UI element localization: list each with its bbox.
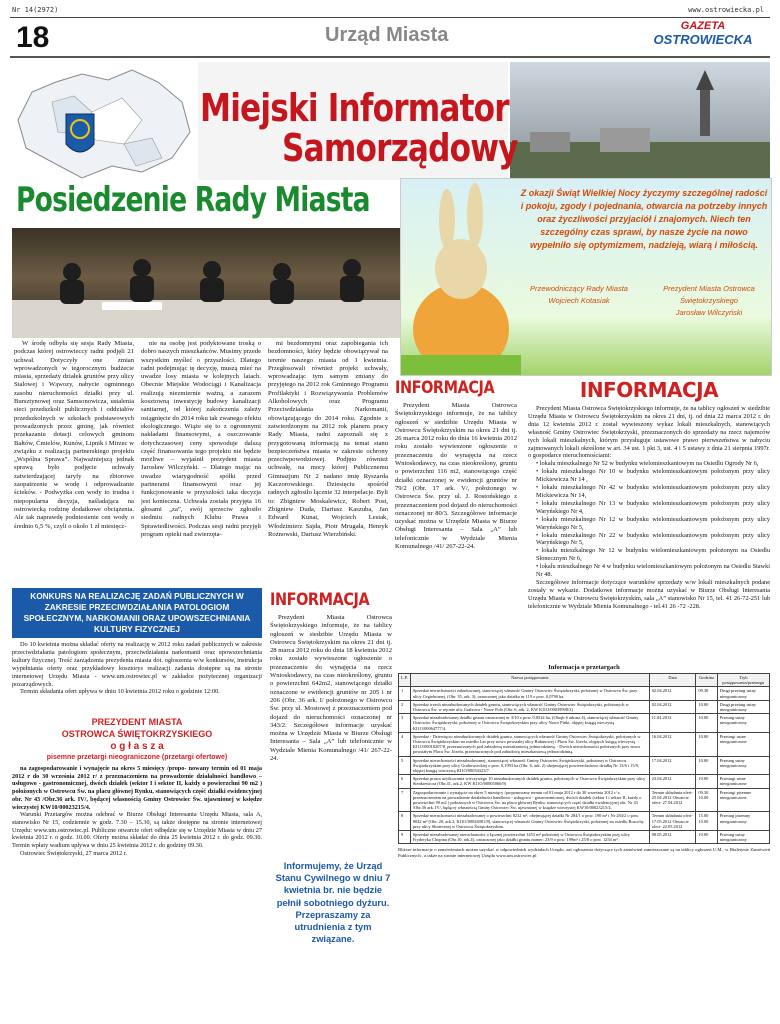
main-headline: Posiedzenie Rady Miasta <box>16 180 370 220</box>
table-cell-lp: 4 <box>399 732 411 756</box>
table-row <box>399 812 770 831</box>
table-cell-mode: Przetargi ustne nieograniczone <box>717 775 769 788</box>
easter-wishes: Z okazji Świąt Wielkiej Nocy życzymy szczególnej radości i pokoju, zgody i pojednania, otwarcia na potrzeby innych oraz życzliwości przyjaciół i znajomych. Niech ten szczególny czas sprawi, by nasze życie na nowo wypełniło się optymizmem, nadzieją, wiarą i miłością. <box>520 188 768 250</box>
issue-number: Nr 14(2972) <box>12 6 59 14</box>
map-icon <box>12 62 197 182</box>
website: www.ostrowiecka.pl <box>688 6 764 14</box>
table-cell-time: 10.00 <box>696 714 717 733</box>
people-icon <box>12 228 402 338</box>
left-signer-name: Wojciech Kotasiak <box>548 296 610 305</box>
table-cell-mode: Przetarg ustny nieograniczony <box>717 756 769 775</box>
article-column-3 <box>268 340 388 580</box>
table-cell-time: 15.00 10.00 <box>696 812 717 831</box>
header-rule-2 <box>10 56 770 58</box>
info-mid-heading: INFORMACJA <box>270 590 370 610</box>
table-cell-mode: Drugi przetarg ustny nieograniczony <box>717 687 769 700</box>
table-row <box>399 831 770 844</box>
info-box-right <box>528 378 770 660</box>
list-item: • lokalu mieszkalnego Nr 13 w budynku wielomieszkaniowym położonym przy ulicy Waryńskiego Nr 4, <box>536 499 770 515</box>
left-signer-title: Przewodniczący Rady Miasta <box>530 284 628 293</box>
table-header-cell: Nazwa postępowania <box>410 674 649 687</box>
signature-left <box>519 283 639 307</box>
list-item: • lokalu mieszkalnego Nr 4 w budynku wielomieszkaniowym położonym na Osiedlu Stawki Nr 48. <box>536 563 770 579</box>
table-cell-lp: 1 <box>399 687 411 700</box>
info-mid-text: Prezydent Miasta Ostrowca Świętokrzyskiego informuje, że na tablicy ogłoszeń w siedzibie Urzędu Miasta w Ostrowcu Świętokrzyskim na okres 21 dni tj. 28 marca 2012 roku do dnia 18 kwietnia 2012 roku zostało wywieszone ogłoszenie o przeznaczeniu do wynajęcia na rzecz Wnioskodawcy, na czas nieokreślony, gruntu o powierzchni 642m2, stanowiącego działki oznaczone w ewidencji gruntów nr 205 i nr 206 (Obr. 36 ark. I/ położonego w Ostrowcu Św. przy ul. Mostowej z przeznaczeniem pod dojazd do nieruchomości oznaczonej nr 343/2. Szczegółowe informacje uzyskać można w Urzędzie Miasta w Biurze Obsługi Interesanta – Sala „A” lub telefonicznie w Wydziale Mienia Komunalnego /41/ 267-22-24. <box>270 614 392 763</box>
table-cell-name: Sprzedaż nieruchomości niezabudowanej o powierzchni 8232 m², obejmującej działki Nr 284/1 o pow. 190 m² i Nr 284/2 o pow. 8042 m² (Obr. 20, ark.2, KI1O/00026981/8), stanowiącej własność Gminy Ostrowiec Świętokrzyski, położonej na osiedlu Rosochy przy ulicy Słonecznej w Ostrowcu Świętokrzyskim. <box>410 812 649 831</box>
article-column-2 <box>141 340 261 580</box>
table-row <box>399 756 770 775</box>
table-cell-name: Sprzedaż prawa użytkowania wieczystego 10 niezabudowanych działek gruntu, położonych w Ostrowcu Świętokrzyskim przy ulicy Sienkiewicza (Obr.41, ark.2, KW KI1O/00005066/9) <box>410 775 649 788</box>
table-cell-time: 10.00 <box>696 732 717 756</box>
info-left-text: Prezydent Miasta Ostrowca Świętokrzyskiego informuje, że na tablicy ogłoszeń w siedzibie Urzędu Miasta w Ostrowcu Świętokrzyskim na okres 21 dni tj. 26 marca 2012 roku do dnia 16 kwietnia 2012 roku zostało wywieszone ogłoszenie o przeznaczeniu do wynajęcia na rzecz Wnioskodawcy, na czas nieokreślony, gruntu o powierzchni 116 m2, stanowiącego część działki oznaczonej w ewidencji gruntów nr 79/2 (Obr. 17 ark. V/, położonego w Ostrowcu Św. przy ul. J. Rostońskiego z przeznaczeniem pod dojazd do nieruchomości oznaczonej nr 80/3. Szczegółowe informacje uzyskać można w Urzędzie Miasta w Biurze Obsługi Interesanta – Sala „A” lub telefonicznie w Wydziale Mienia Komunalnego /41/ 267-22-24. <box>395 402 517 551</box>
list-item: • lokalu mieszkalnego Nr 52 w budynku wielomieszkaniowym na Osiedlu Ogrody Nr 6, <box>536 460 759 468</box>
masthead-title-2: Samorządowy <box>282 126 518 170</box>
table-cell-name: Sprzedaż nieruchomości niezabudowanej, stanowiącej własność Gminy Ostrowiec Świętokrzyski, położonej w Ostrowcu Świętokrzyskim przy ulicy Grabowieckiej o pow. 0,1993 ha (Obr. 6, ark. 2) obejmującej powierzchniowo działkę Nr 13/6 i 15/9, objętej księgą wieczystą KI1O/00034323/7. <box>410 756 649 775</box>
table-cell-date: 17.04.2012 <box>649 756 696 775</box>
table-cell-mode: Drugi przetarg ustny nieograniczony <box>717 700 769 713</box>
table-cell-lp: 6 <box>399 775 411 788</box>
table-cell-time: 10.00 <box>696 775 717 788</box>
konkurs-body <box>12 641 262 696</box>
table-cell-lp: 5 <box>399 756 411 775</box>
easter-bunny-icon <box>401 179 521 376</box>
tender-table-section <box>398 664 770 859</box>
tender-body-bold: na zagospodarowanie i wynajęcie na okres 5 miesięcy /propo- nowany termin od 01 maja 2012 r do 30 września 2012 r/ z przeznaczeniem na prowadzenie działalności handlowo – usługowo - gastronomicznej, dwóch działek (sektor I i sektor II, każdy o powierzchni 90 m2 ) położonych w Ostrowcu Św. na placu głównej Rynku, stanowiących część działki ewidencyjnej obr. Nr 43 /Obr.36 ark. IV/, będącej własnością Gminy Ostrowiec Św. ujawnionej w księdze wieczystej KW10/00023215/4. <box>12 765 262 811</box>
header-rule <box>10 17 770 18</box>
info-right-footer: Szczegółowe informacje dotyczące warunków sprzedaży w/w lokali mieszkalnych podane zostały w wykazie. Dodatkowe informacje można uzyskać w Biurze Obsługi Interesanta Urzędu Miasta w Ostrowcu Świętokrzyskim, sala „A” stanowisko Nr 15, tel. 41 26-72-251 lub telefonicznie w Wydziale Mienia Komunalnego - tel.41 26 -72 -228. <box>528 578 770 610</box>
table-cell-date: 16.04.2012 <box>649 732 696 756</box>
table-header-cell: L.P. <box>399 674 411 687</box>
tender-body <box>12 765 262 857</box>
konkurs-section <box>12 588 262 696</box>
tender-announcement <box>12 716 262 857</box>
list-item: • lokalu mieszkalnego Nr 10 w budynku wielomieszkaniowym położonym przy ulicy Mickiewicza Nr 14 , <box>536 468 770 484</box>
table-cell-mode: Przetarg ustny nieograniczony <box>717 831 769 844</box>
tender-title-1: PREZYDENT MIASTA <box>91 717 183 727</box>
newspaper-logo[interactable] <box>640 20 766 54</box>
konkurs-deadline: Termin składania ofert upływa w dniu 10 kwietnia 2012 roku o godzinie 12:00. <box>20 688 220 696</box>
table-cell-mode: Przetargi ustne nieograniczone <box>717 732 769 756</box>
tender-body-text: Warunki Przetargów można odebrać w Biurze Obsługi Interesanta Urzędu Miasta, sala A, stanowisko Nr 15, codziennie w godz. 7.30 – 15.30, są także dostępne na stronie internetowej Urzędu: www.um.ostrowiec.pl. Publiczne otwarcie ofert odbędzie się w Urzędzie Miasta w dniu 27 kwietnia 2012 r. o godz. 10.00. Oferty można składać do dnia 25 kwietnia 2012 r. do godz. 09.30. Termin wpłaty wadium upływa w dniu 25 kwietnia 2012 r. do godziny 09.30. <box>12 811 262 850</box>
table-cell-date: Termin składania ofert- 25.04.2012 Otwarcie ofert- 27.04.2012 <box>649 788 696 812</box>
list-item: • lokalu mieszkalnego Nr 22 w budynku wielomieszkaniowym położonym przy ulicy Waryńskiego Nr 5, <box>536 531 770 547</box>
list-item: • lokalu mieszkalnego Nr 42 w budynku wielomieszkaniowym położonym przy ulicy Mickiewicza Nr 14, <box>536 484 770 499</box>
table-cell-name: Sprzedaż nieruchomości zabudowanej, stanowiącej własność Gminy Ostrowiec Świętokrzyski, położonej w Ostrowcu Św. przy ulicy Cegielnianej, (Obr. 35, ark. 3), oznaczonej jako działka nr 119 o pow. 0,0790 ha. <box>410 687 649 700</box>
article-text-2: nie na osobę jest podyktowane troską o dobro naszych mieszkańców. Musimy przede wszystkim myśleć o przyszłości. Dlatego radni podejmując tę decyzję, muszą mieć na uwadze losy miasta w kolejnych latach. Obecnie Miejskie Wodociągi i Kanalizacja realizują niezmiernie ważną, a zarazem kosztowną inwestycję budowy kanalizacji sanitarnej, od której zakończenia zależy osiągnięcie do 2014 roku tak zwanego efektu ekologicznego. Wiąże się to z ogromnymi nakładami finansowymi, a oszczowanie dotychczasowej ceny spowoduje dalszą część finansowania tego projektu nie będzie możliwe – wyjaśnił prezydent miasta Jarosław Wilczyński. – Dlatego mając na uwadze wiarygodność spółki przed partnerami finansowymi oraz jej funkcjonowanie w przyszłości taka decyzja jest konieczna. Uchwała została przyjęta 16 głosami „za”, swój sprzeciw zgłosiło siedmiu radnych Klubu Prawa i Sprawiedliwości. Podczas sesji radni przyjęli program opieki nad zwierzęta- <box>141 340 261 538</box>
konkurs-text: Do 10 kwietnia można składać oferty na realizację w 2012 roku zadań publicznych w zakresie przeciwdziałania patologiom społecznym, przeciwdziałania narkomanii oraz upowszechniania kultury fizycznej. Treść zarządzenia prezydenta miasta dot. ogłoszenia w/w konkursów, instrukcja wypełniania oferty oraz przykładowy kosztorys realizacji zadania dostępne są na stronie internetowej Urzędu Miasta - www.um.ostrowiec.pl w zakładce pożytecznej organizacji pozarządowych. <box>12 641 262 688</box>
info-right-text: Prezydent Miasta Ostrowca Świętokrzyskiego informuje, że na tablicy ogłoszeń w siedzibie Urzędu Miasta w Ostrowcu Świętokrzyskim na okres 21 dni, tj. od dnia 22 marca 2012 r. do dnia 12 kwietnia 2012 r. został wywieszony wykaz lokali mieszkalnych, stanowiących własność Gminy Ostrowiec Świętokrzyski, przeznaczonych do sprzedaży na rzecz najemców tych lokali mieszkalnych, którym przysługuje ustawowe prawo pierwszeństwa w nabyciu zajmowanych lokali określone w art. 34 ust. 1 pkt 3, ust. 4 i 5 ustawy z dnia 21 sierpnia 1997r. o gospodarce nieruchomościami: <box>528 405 770 460</box>
tender-table-title: Informacja o przetargach <box>548 664 620 671</box>
table-cell-name: Sprzedaż niezabudowanej nieruchomości o łącznej powierzchni 1453 m² położonej w Ostrowcu Świętokrzyskim przy ulicy Fryderyka Chopina (Obr.10, ark.4), oznaczonej jako działki gruntu numer: 23/9 o pow. 199m² i 25/8 o pow. 1254 m². <box>410 831 649 844</box>
table-header-cell: Data <box>649 674 696 687</box>
table-cell-mode: Przetarg pisemny nieograniczony <box>717 812 769 831</box>
logo-bottom: OSTROWIECKA <box>653 32 753 47</box>
table-row <box>399 714 770 733</box>
masthead-title-1: Miejski Informator <box>200 86 509 130</box>
table-row <box>399 732 770 756</box>
table-cell-name: Sprzedaż niezabudowanej działki gruntu oznaczonej nr 3/10 o pow. 0,0524 ha, (Obręb 6 arkusz 4), stanowiącej własność Gminy Ostrowiec Świętokrzyski, położonej w Ostrowcu Świętokrzyskim przy ulicy Nowe Pińki, objętej księgą wieczystą KI1O/00064777/4. <box>410 714 649 733</box>
table-cell-lp: 9 <box>399 831 411 844</box>
table-cell-time: 09.30 <box>696 687 717 700</box>
table-cell-lp: 2 <box>399 700 411 713</box>
article-text-3: mi bezdomnymi oraz zapobiegania ich bezdomności, który będzie obowiązywał na terenie naszego miasta od 1 kwietnia. Przegłosowali również projekt uchwały, wprowadzając tym samym zmiany do przyjętego na 2012 rok Gminnego Programu Profilaktyki i Rozwiązywania Problemów Alkoholowych oraz Programu Przeciwdziałania Narkomanii, obowiązującego do 2014 roku. Zgodnie z zatwierdzonym na 2012 rok planem pracy Rady Miasta, radni zapoznali się z przygotowaną informacją na temat stanu bezpieczeństwa miasta w zakresie ochrony przeciwpowodziowej. Podjęto również uchwałę, na mocy której Publicznemu Gimnazjum Nr 2 nadano imię Ryszarda Kaczorowskiego. Dziesięciu spośród radnych zgłosiło łącznie 32 interpelacje. Byli to: Zbigniew Moskalewicz, Robert Post, Zbigniew Duda, Dariusz Kaszuba, Jan Edward Kunat, Wojciech Lesiak, Włodzimierz Sajda, Piotr Mrugała, Henryk Rożnowski, Dariusz Wierzbiński. <box>268 340 388 538</box>
right-signer-name: Jarosław Wilczyński <box>675 308 743 317</box>
right-signer-title: Prezydent Miasta Ostrowca Świętokrzyskiego <box>663 284 755 305</box>
page-number: 18 <box>16 21 50 54</box>
registry-office-notice: Informujemy, że Urząd Stanu Cywilnego w dniu 7 kwietnia br. nie będzie pełnił sobotniego dyżuru. Przepraszamy za utrudnienia z tym związane. <box>275 861 391 945</box>
tender-subtitle: pisemne przetargi nieograniczone (przetargi ofertowe) <box>46 754 228 761</box>
table-cell-lp: 8 <box>399 812 411 831</box>
tender-table <box>398 673 770 844</box>
table-header-row <box>399 674 770 687</box>
table-header-cell: Godzina <box>696 674 717 687</box>
list-item: • lokalu mieszkalnego Nr 12 w budynku wielomieszkaniowym położonym przy ulicy Waryńskiego Nr 5, <box>536 515 770 531</box>
tender-date: Ostrowiec Świętokrzyski, 27 marca 2012 r. <box>20 849 128 857</box>
table-cell-time: 09.30 10.00 <box>696 788 717 812</box>
table-cell-time: 10.00 <box>696 756 717 775</box>
table-cell-date: 08.05.2012 <box>649 831 696 844</box>
konkurs-heading: KONKURS NA REALIZACJĘ ZADAŃ PUBLICZNYCH W ZAKRESIE PRZECIWDZIAŁANIA PATOLOGIOM SPOŁECZNYM, NARKOMANII ORAZ UPOWSZECHNIANIA KULTURY FIZYCZNEJ <box>12 588 262 638</box>
table-cell-lp: 3 <box>399 714 411 733</box>
info-right-body <box>528 405 770 611</box>
table-row <box>399 700 770 713</box>
table-cell-date: 02.04.2012 <box>649 687 696 700</box>
region-map <box>12 62 197 182</box>
logo-top: GAZETA <box>680 20 726 32</box>
info-box-mid <box>270 590 392 856</box>
table-row <box>399 788 770 812</box>
article-text-1: W środę odbyła się sesja Rady Miasta, podczas której ostrowieccy radni podjęli 21 uchwał. Dotyczyły one zmian wprowadzonych w tegorocznym budżecie miasta, sprzedaży działek gruntów przy ulicy Stalowej i Wąwozy, nabycie ogminnego zasobu nieruchomości działki przy ul. Bursztynowej oraz Samsonowicza, ustalenia sieci przedszkoli publicznych i oddziałów przedszkolnych w szkołach podstawowych prowadzonych przez gminę, jak również przekazaniu dotacji celowych gminom Bałtów, Ćmielów, Kunów, Lipnik i Mirzec w związku z realizacją partnerskiego projektu „Wspólna Sprawa”. Najważniejszą jednak sprawą było podjęcie uchwały zatwierdzającej taryfy na zbiorowe zaopatrzenie w wodę i odprowadzanie ścieków. - Podwyżka cen wody to trudna i niepopularna decyzja, naśladająca na ostrowiecką rodzinę dodatkowe obciążenia. Ale tak naprawdę podniesienie cen wody o średnio 6,5 %, czyli o około 1 zł miesięcz- <box>14 340 134 530</box>
tender-table-footer: Bliższe informacje o zamówieniach można uzyskać w odpowiednich wydziałach Urzędu, zaś ogłoszenia dotyczące tych zamówień zamieszczane są na tablicy ogłoszeń U.M., w Biuletynie Zamówień Publicznych , a także na stronie internetowej Urzędu www.um.ostrowiec.pl <box>398 847 770 859</box>
table-row <box>399 687 770 700</box>
table-cell-name: Sprzedaż trzech niezabudowanych działek gruntu, stanowiących własność Gminy Ostrowiec Świętokrzyski, położonych w Ostrowcu Św. w rejonie ulic Grabowa - Nowe Pole (Obr. 6, ark. 2, KW KI1O/00039998/3) <box>410 700 649 713</box>
info-box-left <box>395 378 517 660</box>
table-cell-date: 11.04.2012 <box>649 714 696 733</box>
table-cell-mode: Przetarg ustny nieograniczony <box>717 714 769 733</box>
info-left-body <box>395 402 517 658</box>
signature-right <box>649 283 769 319</box>
table-cell-name: Sprzedaż - Dziewięciu niezabudowanych działek gruntu, stanowiących własność Gminy Ostrowiec Świętokrzyski, położonych w Ostrowcu Świętokrzyskim na osiedlu Las przy nowo powstałej ulicy Rubinowej i Placu Św. Józefa, objętych księgą wieczystą KI1O/00018207/8, przeznaczonych pod zabudowę mieszkaniową jednorodzinną. - Dwóch nieruchomości położonych przy nowo powstałym Placu Św. Józefa, przeznaczonych pod zabudowę mieszkaniową jednorodzinną. <box>410 732 649 756</box>
table-row <box>399 775 770 788</box>
info-mid-body <box>270 614 392 852</box>
easter-greeting-banner <box>400 178 772 376</box>
info-left-heading: INFORMACJA <box>395 378 495 398</box>
info-right-list <box>528 460 770 579</box>
tender-oglasza: o g ł a s z a <box>110 741 164 752</box>
table-cell-time: 10.00 <box>696 700 717 713</box>
section-title: Urząd Miasta <box>325 24 449 46</box>
table-cell-date: 02.04.2012 <box>649 700 696 713</box>
list-item: • lokalu mieszkalnego Nr 12 w budynku wielomieszkaniowym położonym na Osiedlu Słonecznym Nr 6, <box>536 547 770 563</box>
tender-title-2: OSTROWCA ŚWIĘTOKRZYSKIEGO <box>61 729 213 739</box>
table-cell-lp: 7 <box>399 788 411 812</box>
table-cell-date: Termin składania ofert- 17.05.2012 Otwarcie ofert- 22.05.2012 <box>649 812 696 831</box>
article-column-1 <box>14 340 134 580</box>
table-cell-name: Zagospodarowanie i wynajęcie na okres 5 miesięcy /proponowany termin od 01 maja 2012 r do 30 września 2012 r/ z przeznaczeniem na prowadzenie działalności handlowo - usługowo - gastronomicznej, dwóch działek (sektor I i sektor II, każdy o powierzchni 90 m2 ) położonych w Ostrowcu Św. na placu głównej Rynku, stanowiących część działki ewidencyjnej obr. Nr 43 /Obr.36 ark. IV/, będącej własnością Gminy Ostrowiec Św. ujawnionej w księdze wieczystej KW10/00023215/4. <box>410 788 649 812</box>
table-cell-time: 10.00 <box>696 831 717 844</box>
council-meeting-photo <box>12 228 402 338</box>
table-cell-date: 23.04.2012 <box>649 775 696 788</box>
table-cell-mode: Przetargi pisemne nieograniczone <box>717 788 769 812</box>
table-header-cell: Tryb postępowania/przetargu <box>717 674 769 687</box>
info-right-heading: INFORMACJA <box>579 378 719 402</box>
